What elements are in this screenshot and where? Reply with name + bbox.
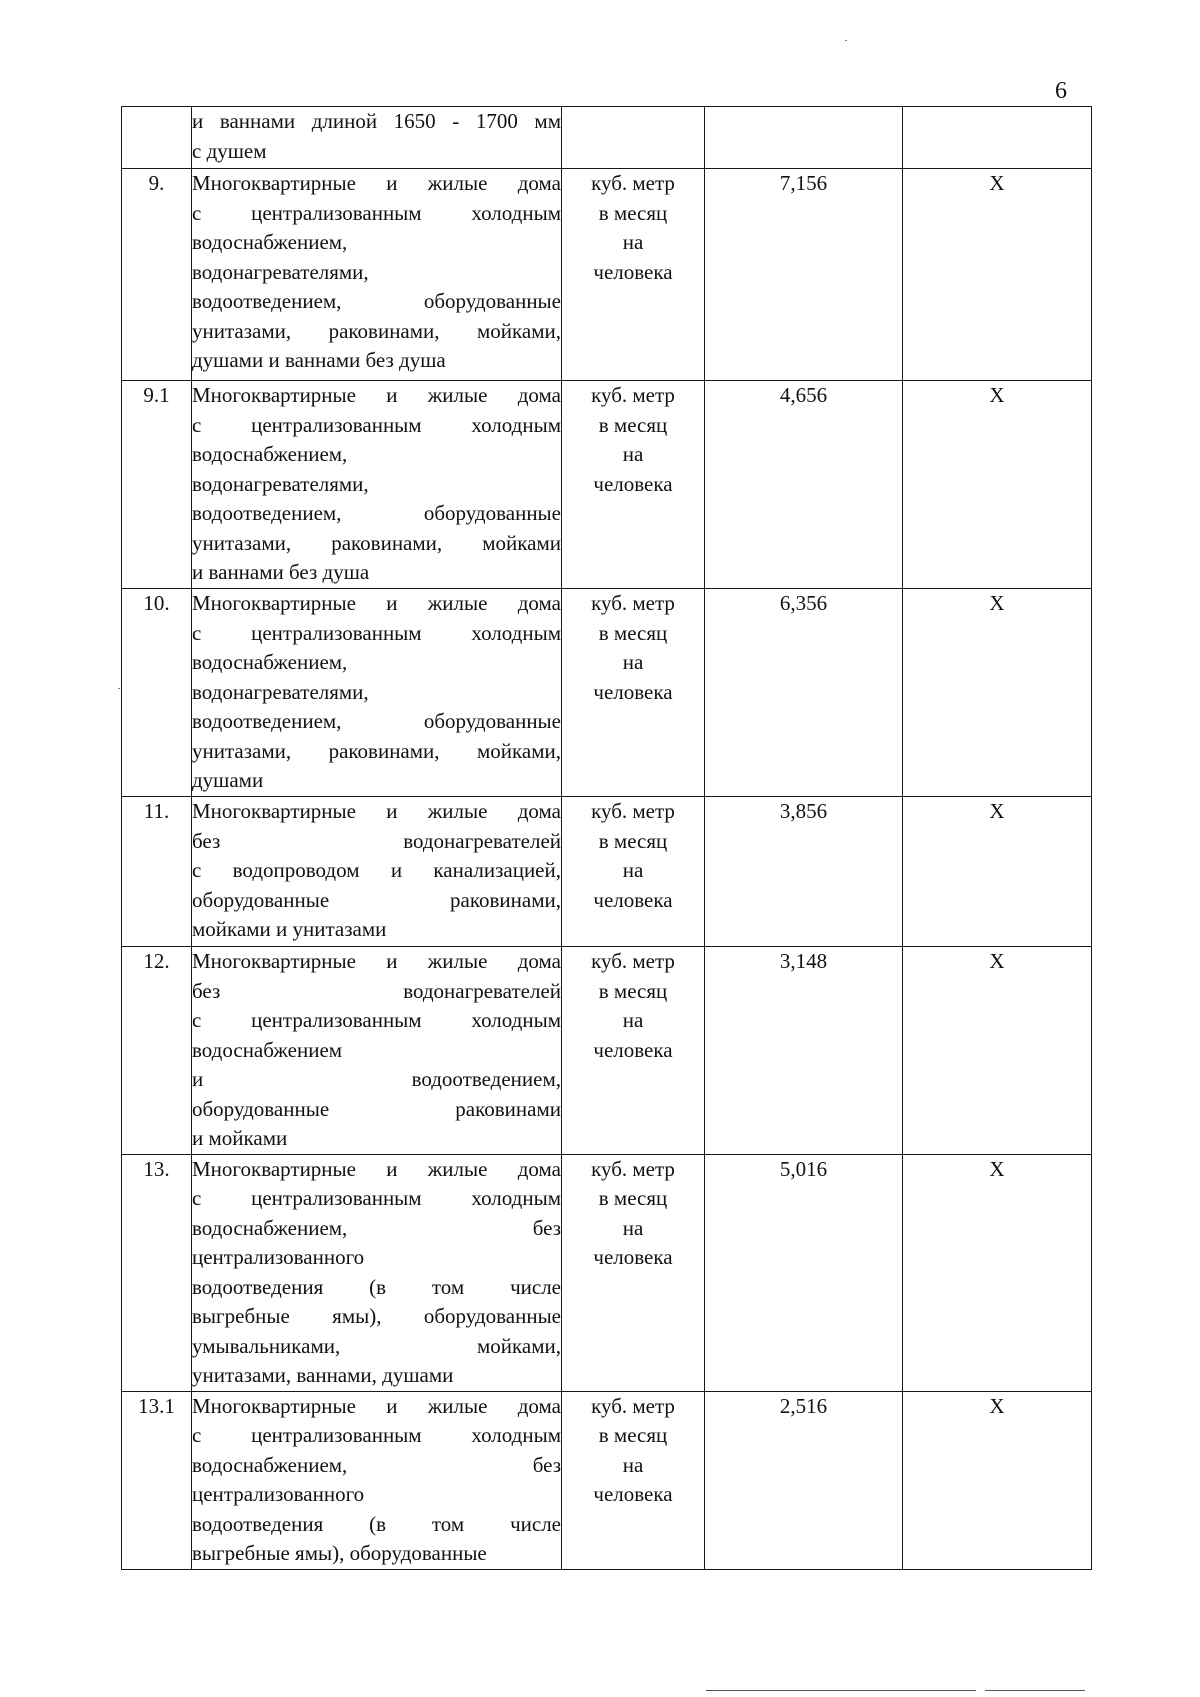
unit-line: в месяц [598, 978, 668, 1003]
row-number-cell: 12. [122, 947, 192, 1155]
description-cell [192, 169, 562, 381]
unit-cell [562, 589, 705, 797]
description-line: умывальниками, мойками, [192, 1333, 561, 1358]
scan-speck [118, 688, 120, 689]
norm-value-cell [705, 107, 903, 169]
unit-line: на [622, 230, 644, 254]
unit-line: в месяц [598, 200, 668, 225]
description-line: без водонагревателей [192, 978, 561, 1003]
description-cell [192, 797, 562, 947]
description-line: Многоквартирные и жилые дома [192, 171, 561, 195]
row-number-cell [122, 107, 192, 169]
unit-line: на [622, 1452, 644, 1477]
table-row [122, 107, 1092, 169]
description-line: Многоквартирные и жилые дома [192, 949, 561, 973]
description-line: и мойками [192, 1126, 288, 1150]
scan-edge-line [985, 1690, 1085, 1691]
mark-cell: X [903, 947, 1092, 1155]
unit-line: человека [593, 1482, 673, 1506]
description-line: без водонагревателей [192, 828, 561, 853]
unit-line: на [622, 1008, 644, 1032]
description-line: Многоквартирные и жилые дома [192, 591, 561, 615]
unit-line: человека [593, 471, 673, 496]
unit-line: на [622, 858, 644, 882]
unit-line: куб. метр [591, 799, 675, 823]
description-line: с централизованным холодным [192, 412, 561, 437]
unit-line: в месяц [598, 620, 668, 645]
norm-value-cell: 6,356 [705, 589, 903, 797]
mark-cell: X [903, 1391, 1092, 1569]
unit-line: куб. метр [591, 591, 675, 615]
row-number-cell: 9.1 [122, 381, 192, 589]
description-line: водонагревателями, [192, 259, 369, 284]
scan-speck [845, 40, 847, 41]
mark-cell: X [903, 381, 1092, 589]
description-line: водонагревателями, [192, 679, 369, 704]
consumption-norms-table [121, 106, 1092, 1570]
unit-line: в месяц [598, 1423, 668, 1447]
unit-cell [562, 797, 705, 947]
description-line: и ваннами без душа [192, 560, 370, 584]
table-row [122, 381, 1092, 589]
unit-line: куб. метр [591, 171, 675, 195]
description-line: водоотведения (в том числе [192, 1511, 561, 1536]
unit-line: человека [593, 1245, 673, 1269]
description-line: душами [192, 768, 264, 792]
description-line: с централизованным холодным [192, 1423, 561, 1447]
unit-cell [562, 381, 705, 589]
mark-cell: X [903, 1154, 1092, 1391]
table-row [122, 1154, 1092, 1391]
unit-cell [562, 1154, 705, 1391]
description-cell [192, 1391, 562, 1569]
description-line: водоснабжением, [192, 442, 348, 466]
unit-line: в месяц [598, 828, 668, 853]
table-row [122, 169, 1092, 381]
unit-cell [562, 107, 705, 169]
description-cell [192, 947, 562, 1155]
description-line: и ваннами длиной 1650 - 1700 мм [192, 109, 561, 133]
description-line: оборудованные раковинами [192, 1096, 561, 1121]
description-line: и водоотведением, [192, 1067, 561, 1091]
description-line: унитазами, раковинами, мойками, [192, 738, 561, 763]
description-line: Многоквартирные и жилые дома [192, 799, 561, 823]
mark-cell: X [903, 589, 1092, 797]
unit-line: куб. метр [591, 383, 675, 407]
table-row [122, 797, 1092, 947]
unit-line: в месяц [598, 1186, 668, 1210]
description-line: с централизованным холодным [192, 1008, 561, 1032]
table-row [122, 589, 1092, 797]
unit-line: человека [593, 679, 673, 704]
description-line: Многоквартирные и жилые дома [192, 383, 561, 407]
mark-cell: X [903, 797, 1092, 947]
unit-line: человека [593, 1037, 673, 1062]
description-cell [192, 381, 562, 589]
description-line: водоснабжением, [192, 230, 348, 254]
row-number-cell: 9. [122, 169, 192, 381]
unit-cell [562, 947, 705, 1155]
description-cell [192, 107, 562, 169]
norm-value-cell: 3,856 [705, 797, 903, 947]
description-line: унитазами, раковинами, мойками [192, 530, 561, 555]
description-line: водоотведением, оборудованные [192, 501, 561, 525]
description-line: с централизованным холодным [192, 620, 561, 645]
description-line: Многоквартирные и жилые дома [192, 1393, 561, 1418]
description-cell [192, 1154, 562, 1391]
unit-line: человека [593, 259, 673, 284]
unit-line: на [622, 442, 644, 466]
description-line: водоснабжением, без [192, 1452, 561, 1477]
page-number: 6 [1055, 78, 1067, 104]
row-number-cell: 13. [122, 1154, 192, 1391]
unit-line: куб. метр [591, 1393, 675, 1418]
table-body [122, 107, 1092, 1570]
description-line: централизованного [192, 1482, 365, 1506]
row-number-cell: 11. [122, 797, 192, 947]
description-line: водоснабжением, без [192, 1215, 561, 1240]
description-line: мойками и унитазами [192, 917, 387, 941]
description-line: выгребные ямы), оборудованные [192, 1541, 487, 1565]
unit-line: на [622, 1215, 644, 1240]
unit-line: куб. метр [591, 1156, 675, 1181]
mark-cell [903, 107, 1092, 169]
description-line: водоснабжением, [192, 650, 348, 674]
description-line: водонагревателями, [192, 471, 369, 496]
table-row [122, 947, 1092, 1155]
description-line: централизованного [192, 1245, 365, 1269]
norm-value-cell: 2,516 [705, 1391, 903, 1569]
description-line: с централизованным холодным [192, 200, 561, 225]
norm-value-cell: 5,016 [705, 1154, 903, 1391]
norm-value-cell: 4,656 [705, 381, 903, 589]
description-line: выгребные ямы), оборудованные [192, 1304, 561, 1328]
description-line: водоотведением, оборудованные [192, 709, 561, 733]
description-line: Многоквартирные и жилые дома [192, 1156, 561, 1181]
description-line: водоснабжением [192, 1037, 343, 1062]
unit-line: в месяц [598, 412, 668, 437]
description-cell [192, 589, 562, 797]
row-number-cell: 10. [122, 589, 192, 797]
row-number-cell: 13.1 [122, 1391, 192, 1569]
description-line: водоотведением, оборудованные [192, 289, 561, 313]
norm-value-cell: 7,156 [705, 169, 903, 381]
description-line: с водопроводом и канализацией, [192, 858, 561, 882]
unit-cell [562, 1391, 705, 1569]
norm-value-cell: 3,148 [705, 947, 903, 1155]
unit-line: человека [593, 887, 673, 912]
scan-edge-line [706, 1690, 976, 1691]
description-line: душами и ваннами без душа [192, 348, 446, 372]
unit-line: куб. метр [591, 949, 675, 973]
description-line: оборудованные раковинами, [192, 887, 561, 912]
mark-cell: X [903, 169, 1092, 381]
unit-line: на [622, 650, 644, 674]
description-line: с централизованным холодным [192, 1186, 561, 1210]
description-line: унитазами, раковинами, мойками, [192, 318, 561, 343]
description-line: с душем [192, 138, 267, 163]
description-line: водоотведения (в том числе [192, 1274, 561, 1299]
unit-cell [562, 169, 705, 381]
description-line: унитазами, ваннами, душами [192, 1363, 454, 1387]
table-row [122, 1391, 1092, 1569]
